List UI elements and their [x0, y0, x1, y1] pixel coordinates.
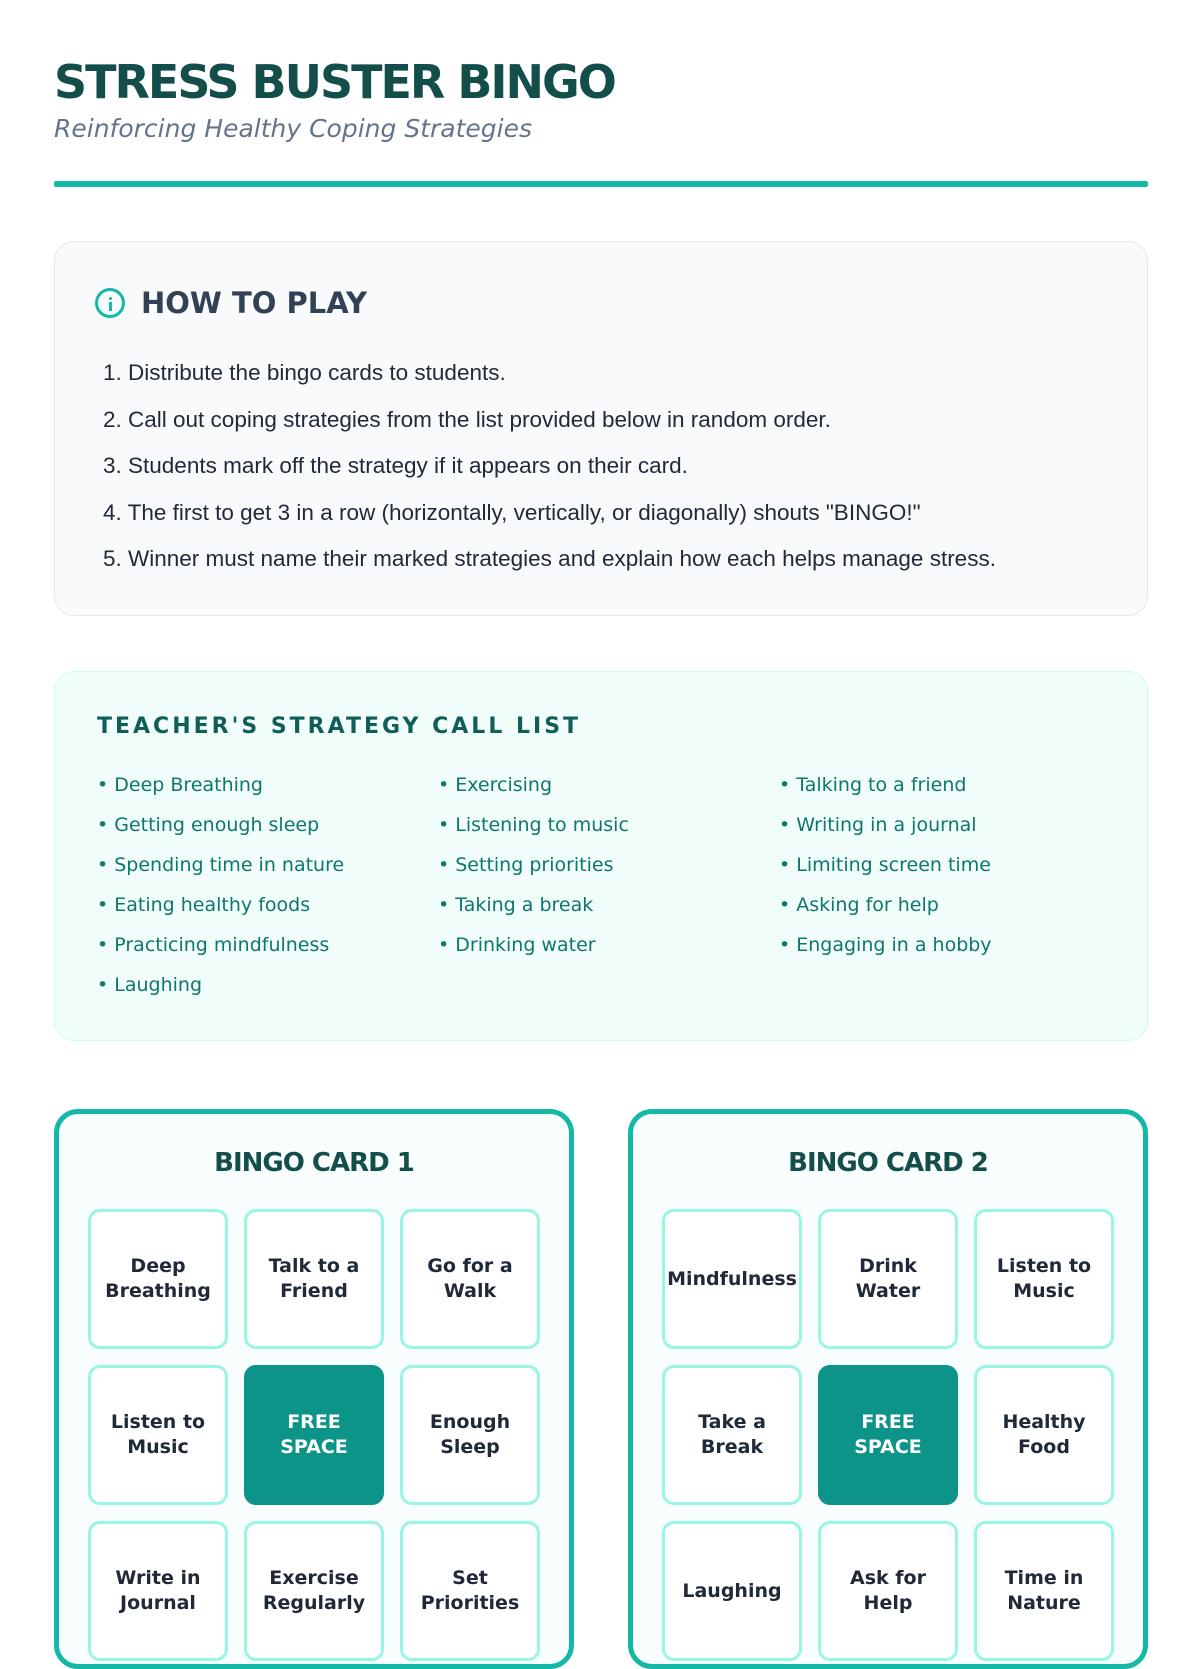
- bingo-cell[interactable]: Mindfulness: [662, 1209, 802, 1349]
- bingo-cell[interactable]: Healthy Food: [974, 1365, 1114, 1505]
- free-space-cell: FREE SPACE: [818, 1365, 958, 1505]
- call-list-title: TEACHER'S STRATEGY CALL LIST: [97, 714, 582, 739]
- bingo-cell[interactable]: Drink Water: [818, 1209, 958, 1349]
- strategy-item: • Eating healthy foods: [97, 894, 311, 916]
- strategy-item: • Asking for help: [779, 894, 939, 916]
- free-space-cell: FREE SPACE: [244, 1365, 384, 1505]
- bingo-cell[interactable]: Talk to a Friend: [244, 1209, 384, 1349]
- strategy-call-list-panel: [54, 671, 1148, 1041]
- bingo-card-title: BINGO CARD 2: [788, 1148, 988, 1178]
- instruction-step: 5. Winner must name their marked strategies and explain how each helps manage stress.: [103, 546, 996, 571]
- bingo-card-2: [628, 1109, 1148, 1669]
- strategy-item: • Taking a break: [438, 894, 594, 916]
- instruction-step: 1. Distribute the bingo cards to students.: [103, 360, 506, 385]
- page-title: STRESS BUSTER BINGO: [54, 55, 615, 109]
- how-to-play-panel: [54, 241, 1148, 616]
- bingo-cell[interactable]: Listen to Music: [974, 1209, 1114, 1349]
- instruction-step: 3. Students mark off the strategy if it appears on their card.: [103, 453, 688, 478]
- bingo-cell[interactable]: Deep Breathing: [88, 1209, 228, 1349]
- how-to-play-header: [95, 286, 1107, 320]
- bingo-cell[interactable]: Write in Journal: [88, 1521, 228, 1661]
- bingo-grid: [662, 1209, 1114, 1661]
- strategy-item: • Laughing: [97, 974, 203, 996]
- strategy-item: • Exercising: [438, 774, 552, 796]
- bingo-card-title: BINGO CARD 1: [214, 1148, 414, 1178]
- strategy-item: • Spending time in nature: [97, 854, 345, 876]
- strategy-item: • Drinking water: [438, 934, 596, 956]
- bingo-cell[interactable]: Take a Break: [662, 1365, 802, 1505]
- bingo-cell[interactable]: Set Priorities: [400, 1521, 540, 1661]
- bingo-cell[interactable]: Ask for Help: [818, 1521, 958, 1661]
- bingo-cell[interactable]: Time in Nature: [974, 1521, 1114, 1661]
- strategy-item: • Practicing mindfulness: [97, 934, 330, 956]
- instruction-list: [95, 350, 1107, 583]
- bingo-cell[interactable]: Go for a Walk: [400, 1209, 540, 1349]
- page-header: [54, 52, 1148, 143]
- page-subtitle: Reinforcing Healthy Coping Strategies: [54, 114, 533, 143]
- info-icon: [95, 288, 125, 318]
- strategy-item: • Deep Breathing: [97, 774, 263, 796]
- instruction-step: 4. The first to get 3 in a row (horizontally, vertically, or diagonally) shouts "BINGO!": [103, 499, 921, 525]
- header-divider: [54, 181, 1148, 187]
- bingo-cell[interactable]: Enough Sleep: [400, 1365, 540, 1505]
- strategy-item: • Listening to music: [438, 814, 629, 836]
- strategy-item: • Engaging in a hobby: [779, 934, 992, 956]
- bingo-grid: [88, 1209, 540, 1661]
- bingo-card-1: [54, 1109, 574, 1669]
- strategy-list: [97, 765, 1105, 1005]
- strategy-item: • Setting priorities: [438, 854, 614, 876]
- instruction-step: 2. Call out coping strategies from the list provided below in random order.: [103, 406, 831, 432]
- strategy-item: • Getting enough sleep: [97, 814, 320, 836]
- strategy-item: • Limiting screen time: [779, 854, 991, 876]
- bingo-cell[interactable]: Exercise Regularly: [244, 1521, 384, 1661]
- bingo-cell[interactable]: Listen to Music: [88, 1365, 228, 1505]
- how-to-play-title: HOW TO PLAY: [141, 286, 367, 320]
- strategy-item: • Writing in a journal: [779, 814, 977, 836]
- bingo-cell[interactable]: Laughing: [662, 1521, 802, 1661]
- strategy-item: • Talking to a friend: [779, 774, 967, 796]
